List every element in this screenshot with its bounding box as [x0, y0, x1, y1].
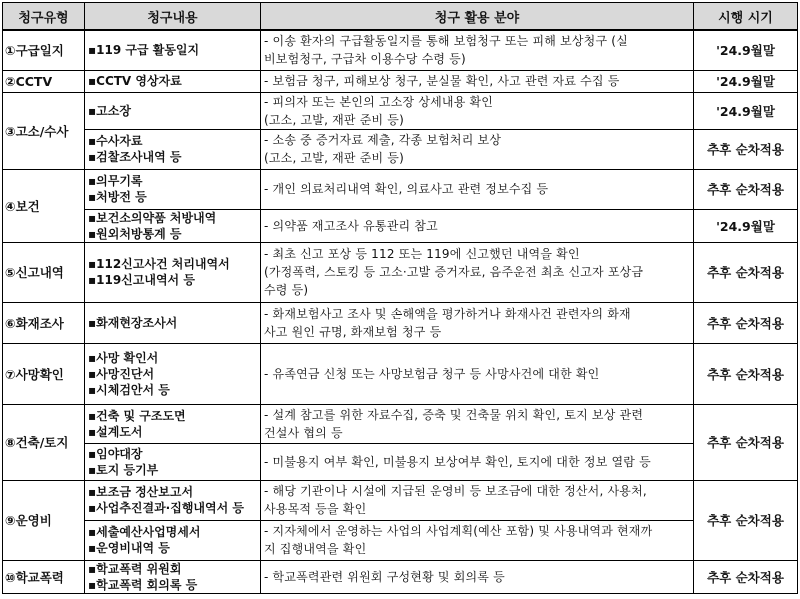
usage-line: - 지자체에서 운영하는 사업의 사업계획(예산 포함) 및 사용내역과 현재까: [264, 524, 653, 538]
table-row: [3, 302, 798, 343]
usage-line: - 해당 기관이나 시설에 지급된 운영비 등 보조금에 대한 정산서, 사용처,: [264, 484, 647, 498]
claim-content-cell: [85, 443, 261, 480]
usage-line: - 유족연금 신청 또는 사망보험금 청구 등 사망사건에 대한 확인: [264, 366, 600, 381]
effective-date-cell: 추후 순차적용: [694, 242, 798, 302]
effective-date-cell: 추후 순차적용: [694, 560, 798, 593]
effective-date-cell: 추후 순차적용: [694, 404, 798, 480]
claim-content-cell: [85, 242, 261, 302]
usage-line: - 의약품 재고조사 유통관리 참고: [264, 218, 438, 233]
usage-cell: [261, 404, 694, 443]
usage-cell: [261, 129, 694, 169]
claim-type-cell: ⑧건축/토지: [3, 404, 85, 480]
effective-date-cell: '24.9월말: [694, 209, 798, 242]
header-claim-type: 청구유형: [3, 3, 85, 31]
table-row: [3, 520, 798, 560]
usage-line: - 최초 신고 포상 등 112 또는 119에 신고했던 내역을 확인: [264, 247, 580, 261]
claim-type-cell: ⑥화재조사: [3, 302, 85, 343]
claim-item: ▪임야대장: [88, 446, 143, 461]
usage-cell: [261, 70, 694, 92]
claim-item: ▪보조금 정산보고서: [88, 485, 194, 499]
usage-cell: [261, 30, 694, 70]
effective-date-cell: 추후 순차적용: [694, 480, 798, 560]
usage-cell: [261, 209, 694, 242]
header-usage-field: 청구 활용 분야: [261, 3, 694, 31]
usage-line: - 보험금 청구, 피해보상 청구, 분실물 확인, 사고 관련 자료 수집 등: [264, 74, 620, 88]
table-row: [3, 70, 798, 92]
effective-date-cell: '24.9월말: [694, 92, 798, 129]
effective-date-cell: 추후 순차적용: [694, 169, 798, 209]
claim-content-cell: [85, 404, 261, 443]
table-row: [3, 30, 798, 70]
table-row: [3, 242, 798, 302]
usage-line: - 설계 참고를 위한 자료수집, 증축 및 건축물 위치 확인, 토지 보상 관련: [264, 407, 644, 422]
table-row: [3, 404, 798, 443]
header-row: [3, 3, 798, 31]
usage-line: (고소, 고발, 재판 준비 등): [264, 112, 404, 127]
claim-item: ▪화재현장조사서: [88, 315, 178, 330]
claim-content-cell: [85, 560, 261, 593]
effective-date-cell: 추후 순차적용: [694, 129, 798, 169]
claim-content-cell: [85, 209, 261, 242]
claim-item: ▪수사자료: [88, 134, 143, 148]
table-row: [3, 560, 798, 593]
table-row: [3, 169, 798, 209]
usage-line: 사용목적 등을 확인: [264, 502, 367, 516]
usage-line: 지 집행내역을 확인: [264, 542, 367, 556]
table-row: [3, 443, 798, 480]
claim-type-cell: ⑦사망확인: [3, 343, 85, 404]
claim-item: ▪사망진단서: [88, 366, 155, 381]
claim-item: ▪112신고사건 처리내역서: [88, 257, 230, 271]
usage-cell: [261, 520, 694, 560]
claim-item: ▪119 구급 활동일지: [88, 43, 200, 58]
claim-item: ▪사업추진결과·집행내역서 등: [88, 501, 244, 515]
claim-item: ▪시체검안서 등: [88, 382, 170, 397]
claim-item: ▪설계도서: [88, 424, 143, 439]
usage-line: - 개인 의료처리내역 확인, 의료사고 관련 정보수집 등: [264, 182, 549, 196]
claim-item: ▪의무기록: [88, 174, 143, 188]
usage-line: - 소송 중 증거자료 제출, 각종 보험처리 보상: [264, 133, 502, 147]
table-row: [3, 343, 798, 404]
claim-type-cell: ③고소/수사: [3, 92, 85, 169]
usage-cell: [261, 169, 694, 209]
header-claim-content: 청구내용: [85, 3, 261, 31]
claim-content-cell: [85, 480, 261, 520]
usage-cell: [261, 480, 694, 520]
effective-date-cell: '24.9월말: [694, 70, 798, 92]
claim-item: ▪보건소의약품 처방내역: [88, 210, 217, 225]
usage-line: - 미불용지 여부 확인, 미불용지 보상여부 확인, 토지에 대한 정보 열람 등: [264, 454, 651, 469]
claim-item: ▪운영비내역 등: [88, 541, 170, 555]
claim-content-cell: [85, 169, 261, 209]
claim-content-cell: [85, 30, 261, 70]
effective-date-cell: '24.9월말: [694, 30, 798, 70]
usage-cell: [261, 242, 694, 302]
table-header: [3, 3, 798, 31]
claim-content-cell: [85, 70, 261, 92]
claim-item: ▪검찰조사내역 등: [88, 150, 182, 164]
table-row: [3, 92, 798, 129]
usage-line: 수령 등): [264, 283, 309, 297]
usage-line: (고소, 고발, 재판 준비 등): [264, 151, 404, 165]
claim-type-cell: ④보건: [3, 169, 85, 242]
usage-line: - 학교폭력관련 위원회 구성현황 및 회의록 등: [264, 569, 505, 584]
effective-date-cell: 추후 순차적용: [694, 343, 798, 404]
table-row: [3, 129, 798, 169]
claim-type-cell: ⑨운영비: [3, 480, 85, 560]
claim-item: ▪119신고내역서 등: [88, 273, 195, 287]
claim-type-cell: ⑤신고내역: [3, 242, 85, 302]
usage-cell: [261, 343, 694, 404]
claim-item: ▪처방전 등: [88, 190, 147, 204]
usage-line: 비보험청구, 구급차 이용수당 수령 등): [264, 52, 466, 67]
effective-date-cell: 추후 순차적용: [694, 302, 798, 343]
header-effective-date: 시행 시기: [694, 3, 798, 31]
claim-item: ▪세출예산사업명세서: [88, 525, 201, 539]
claim-content-cell: [85, 92, 261, 129]
table-row: [3, 209, 798, 242]
claim-content-cell: [85, 343, 261, 404]
claim-item: ▪토지 등기부: [88, 462, 159, 477]
usage-line: 사고 원인 규명, 화재보험 청구 등: [264, 324, 442, 339]
claim-item: ▪학교폭력 위원회: [88, 561, 182, 576]
usage-line: (가정폭력, 스토킹 등 고소·고발 증거자료, 음주운전 최초 신고자 포상금: [264, 265, 644, 279]
claim-type-cell: ②CCTV: [3, 70, 85, 92]
usage-cell: [261, 560, 694, 593]
claim-item: ▪사망 확인서: [88, 350, 159, 365]
usage-cell: [261, 302, 694, 343]
claim-item: ▪원외처방통계 등: [88, 226, 182, 241]
claim-item: ▪학교폭력 회의록 등: [88, 577, 198, 592]
usage-line: - 피의자 또는 본인의 고소장 상세내용 확인: [264, 94, 494, 109]
claim-content-cell: [85, 129, 261, 169]
claim-type-cell: ⑩학교폭력: [3, 560, 85, 593]
claim-type-cell: ①구급일지: [3, 30, 85, 70]
usage-cell: [261, 92, 694, 129]
claim-item: ▪CCTV 영상자료: [88, 74, 182, 88]
table-row: [3, 480, 798, 520]
claim-content-cell: [85, 302, 261, 343]
claim-types-table: [2, 2, 798, 594]
claim-content-cell: [85, 520, 261, 560]
usage-cell: [261, 443, 694, 480]
usage-line: - 이송 환자의 구급활동일지를 통해 보험청구 또는 피해 보상청구 (실: [264, 34, 628, 49]
claim-item: ▪건축 및 구조도면: [88, 408, 186, 423]
usage-line: - 화재보험사고 조사 및 손해액을 평가하거나 화재사건 관련자의 화재: [264, 306, 631, 321]
table-body: [3, 30, 798, 593]
claim-item: ▪고소장: [88, 103, 131, 118]
usage-line: 건설사 협의 등: [264, 425, 343, 440]
